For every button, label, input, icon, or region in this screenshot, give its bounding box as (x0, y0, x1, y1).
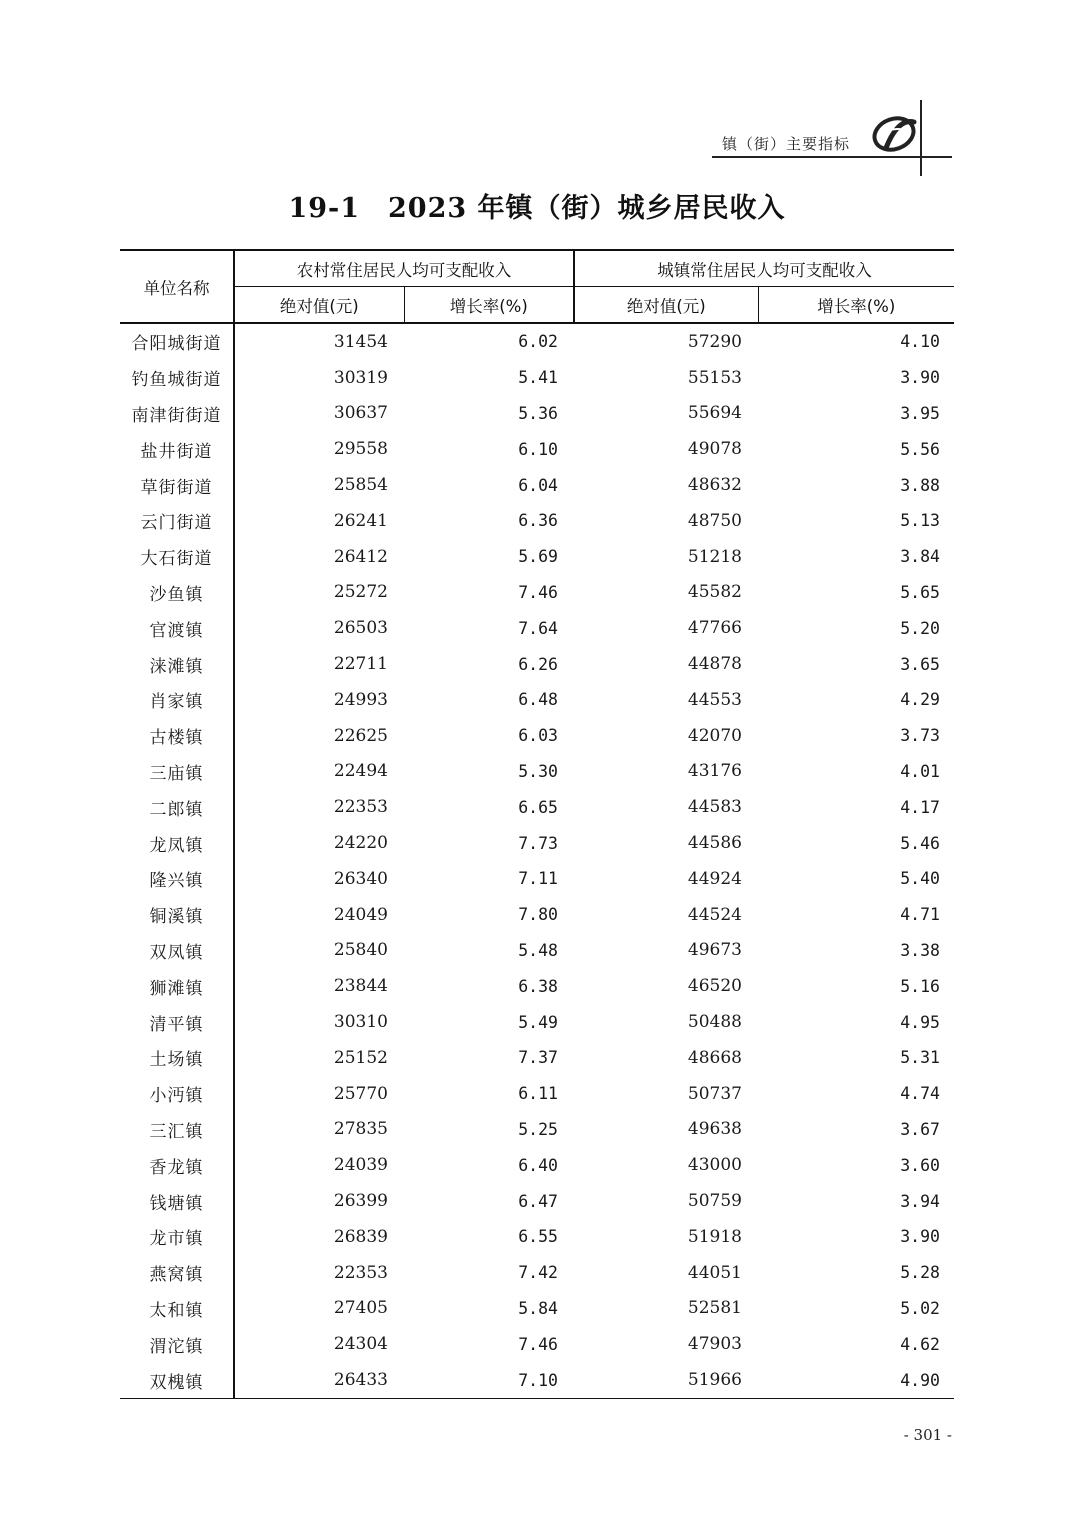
urban-absolute-cell: 55153 (687, 367, 742, 388)
table-header-row-2 (120, 287, 954, 324)
table-row (120, 467, 954, 503)
rural-absolute-cell: 26399 (333, 1191, 388, 1212)
unit-name-cell: 龙凤镇 (120, 825, 234, 861)
rural-absolute-cell: 26241 (333, 510, 388, 531)
urban-absolute-cell: 44586 (687, 833, 742, 854)
rural-growth-cell: 6.47 (518, 1191, 558, 1211)
urban-growth-cell: 3.84 (900, 547, 940, 567)
urban-absolute-cell: 50737 (687, 1083, 742, 1104)
unit-name-cell: 云门街道 (120, 503, 234, 539)
rural-growth-cell: 7.80 (518, 905, 558, 925)
urban-absolute-cell: 44553 (687, 689, 742, 710)
table-row (120, 1076, 954, 1112)
table-row (120, 1147, 954, 1183)
running-header-text: 镇（街）主要指标 (722, 135, 851, 153)
table-header-row-1 (120, 250, 954, 287)
urban-growth-cell: 4.90 (758, 1362, 954, 1398)
rural-growth-cell: 7.46 (518, 582, 558, 602)
urban-absolute-cell: 51218 (687, 546, 742, 567)
urban-growth-cell: 3.38 (900, 940, 940, 960)
page-number: - 301 - (903, 1426, 952, 1444)
urban-absolute-cell: 49638 (687, 1119, 742, 1140)
rural-absolute-cell: 22494 (333, 761, 388, 782)
urban-growth-cell: 4.01 (900, 761, 940, 781)
rural-absolute-cell: 25840 (333, 940, 388, 961)
unit-name-cell: 南津街街道 (120, 396, 234, 432)
table-row (120, 575, 954, 611)
rural-absolute-cell: 24039 (333, 1155, 388, 1176)
table-row (120, 646, 954, 682)
table-row (120, 718, 954, 754)
unit-name-cell: 二郎镇 (120, 789, 234, 825)
rural-growth-cell: 5.48 (518, 940, 558, 960)
urban-absolute-cell: 47766 (687, 618, 742, 639)
rural-absolute-cell: 23844 (333, 976, 388, 997)
urban-absolute-cell: 45582 (687, 582, 742, 603)
unit-name-cell: 古楼镇 (120, 718, 234, 754)
urban-growth-cell: 5.40 (900, 869, 940, 889)
urban-absolute-cell: 44878 (687, 654, 742, 675)
rural-absolute-cell: 29558 (333, 439, 388, 460)
rural-growth-cell: 6.48 (518, 690, 558, 710)
rural-absolute-cell: 24993 (333, 689, 388, 710)
urban-absolute-cell: 47903 (687, 1334, 742, 1355)
unit-name-cell: 官渡镇 (120, 610, 234, 646)
unit-name-cell: 土场镇 (120, 1040, 234, 1076)
rural-growth-cell: 6.03 (518, 726, 558, 746)
urban-absolute-cell: 51966 (574, 1362, 758, 1398)
rural-growth-cell: 5.84 (518, 1298, 558, 1318)
rural-absolute-cell: 26839 (333, 1226, 388, 1247)
unit-name-cell: 涞滩镇 (120, 646, 234, 682)
table-row (120, 897, 954, 933)
rural-growth-cell: 6.11 (518, 1084, 558, 1104)
rural-absolute-cell: 25152 (333, 1047, 388, 1068)
unit-name-cell: 草街街道 (120, 467, 234, 503)
rural-absolute-cell: 26412 (333, 546, 388, 567)
rural-growth-cell: 6.55 (518, 1227, 558, 1247)
rural-growth-cell: 7.42 (518, 1263, 558, 1283)
rural-growth-cell: 7.46 (518, 1334, 558, 1354)
unit-name-cell: 太和镇 (120, 1291, 234, 1327)
urban-growth-cell: 4.71 (900, 905, 940, 925)
table-row (120, 539, 954, 575)
rural-growth-cell: 6.26 (518, 654, 558, 674)
rural-absolute-cell: 25854 (333, 475, 388, 496)
urban-growth-cell: 4.10 (900, 332, 940, 352)
rural-growth-cell: 6.38 (518, 976, 558, 996)
urban-absolute-cell: 51918 (687, 1226, 742, 1247)
rural-growth-cell: 6.10 (518, 439, 558, 459)
income-table (120, 249, 954, 1399)
urban-absolute-cell: 49078 (687, 439, 742, 460)
urban-growth-header: 增长率(%) (758, 287, 954, 324)
urban-growth-cell: 3.65 (900, 654, 940, 674)
unit-name-cell: 隆兴镇 (120, 861, 234, 897)
urban-growth-cell: 4.29 (900, 690, 940, 710)
table-row (120, 789, 954, 825)
urban-growth-cell: 3.88 (900, 475, 940, 495)
urban-growth-cell: 4.95 (900, 1012, 940, 1032)
rural-absolute-cell: 27835 (333, 1119, 388, 1140)
urban-growth-cell: 5.20 (900, 618, 940, 638)
urban-growth-cell: 5.31 (900, 1048, 940, 1068)
urban-growth-cell: 3.67 (900, 1119, 940, 1139)
table-row (120, 1112, 954, 1148)
rural-growth-cell: 6.02 (518, 332, 558, 352)
rural-absolute-header: 绝对值(元) (234, 287, 404, 324)
rural-growth-cell: 5.69 (518, 547, 558, 567)
urban-growth-cell: 4.74 (900, 1084, 940, 1104)
urban-absolute-cell: 48668 (687, 1047, 742, 1068)
urban-absolute-cell: 57290 (687, 331, 742, 352)
table-row (120, 1004, 954, 1040)
rural-absolute-cell: 22353 (333, 1262, 388, 1283)
rural-growth-cell: 7.73 (518, 833, 558, 853)
unit-name-cell: 燕窝镇 (120, 1255, 234, 1291)
rural-absolute-cell: 26503 (333, 618, 388, 639)
urban-absolute-header: 绝对值(元) (574, 287, 758, 324)
unit-name-cell: 肖家镇 (120, 682, 234, 718)
table-row (120, 360, 954, 396)
unit-name-cell: 渭沱镇 (120, 1326, 234, 1362)
urban-absolute-cell: 43000 (687, 1155, 742, 1176)
table-row (120, 861, 954, 897)
urban-absolute-cell: 42070 (687, 725, 742, 746)
rural-absolute-cell: 25272 (333, 582, 388, 603)
rural-absolute-cell: 30319 (333, 367, 388, 388)
rural-absolute-cell: 24304 (333, 1334, 388, 1355)
urban-absolute-cell: 55694 (687, 403, 742, 424)
urban-absolute-cell: 44524 (687, 904, 742, 925)
rural-growth-cell: 5.25 (518, 1119, 558, 1139)
unit-name-cell: 狮滩镇 (120, 968, 234, 1004)
rural-absolute-cell: 26433 (234, 1362, 404, 1398)
urban-income-group-header: 城镇常住居民人均可支配收入 (574, 250, 954, 287)
rural-absolute-cell: 31454 (333, 331, 388, 352)
table-row (120, 1040, 954, 1076)
rural-growth-cell: 6.40 (518, 1155, 558, 1175)
unit-name-cell: 大石街道 (120, 539, 234, 575)
table-row (120, 610, 954, 646)
unit-name-cell: 三庙镇 (120, 754, 234, 790)
urban-absolute-cell: 43176 (687, 761, 742, 782)
urban-absolute-cell: 50488 (687, 1012, 742, 1033)
unit-name-header: 单位名称 (120, 250, 234, 323)
urban-growth-cell: 3.60 (900, 1155, 940, 1175)
rural-growth-header: 增长率(%) (404, 287, 574, 324)
unit-name-cell: 香龙镇 (120, 1147, 234, 1183)
urban-growth-cell: 4.17 (900, 797, 940, 817)
unit-name-cell: 钓鱼城街道 (120, 360, 234, 396)
table-row (120, 933, 954, 969)
rural-absolute-cell: 25770 (333, 1083, 388, 1104)
rural-absolute-cell: 30310 (333, 1012, 388, 1033)
unit-name-cell: 三汇镇 (120, 1112, 234, 1148)
table-row (120, 431, 954, 467)
table-row (120, 323, 954, 360)
urban-growth-cell: 3.90 (900, 1227, 940, 1247)
rural-absolute-cell: 30637 (333, 403, 388, 424)
table-row (120, 1362, 954, 1398)
rural-growth-cell: 7.64 (518, 618, 558, 638)
urban-growth-cell: 5.65 (900, 582, 940, 602)
rural-absolute-cell: 22353 (333, 797, 388, 818)
unit-name-cell: 清平镇 (120, 1004, 234, 1040)
unit-name-cell: 双凤镇 (120, 933, 234, 969)
urban-absolute-cell: 48632 (687, 475, 742, 496)
urban-absolute-cell: 46520 (687, 976, 742, 997)
urban-absolute-cell: 44924 (687, 868, 742, 889)
unit-name-cell: 铜溪镇 (120, 897, 234, 933)
unit-name-cell: 龙市镇 (120, 1219, 234, 1255)
table-row (120, 503, 954, 539)
section-emblem-icon (868, 112, 924, 156)
urban-absolute-cell: 48750 (687, 510, 742, 531)
urban-growth-cell: 5.02 (900, 1298, 940, 1318)
urban-growth-cell: 3.73 (900, 726, 940, 746)
unit-name-cell: 双槐镇 (120, 1362, 234, 1398)
unit-name-cell: 小沔镇 (120, 1076, 234, 1112)
urban-growth-cell: 4.62 (900, 1334, 940, 1354)
urban-absolute-cell: 49673 (687, 940, 742, 961)
urban-absolute-cell: 50759 (687, 1191, 742, 1212)
table-row (120, 754, 954, 790)
urban-growth-cell: 5.56 (900, 439, 940, 459)
table-row (120, 682, 954, 718)
rural-absolute-cell: 22625 (333, 725, 388, 746)
running-header-rule (712, 156, 952, 158)
table-row (120, 1326, 954, 1362)
rural-absolute-cell: 26340 (333, 868, 388, 889)
rural-growth-cell: 5.41 (518, 368, 558, 388)
rural-growth-cell: 6.65 (518, 797, 558, 817)
urban-growth-cell: 3.95 (900, 403, 940, 423)
rural-growth-cell: 5.49 (518, 1012, 558, 1032)
urban-absolute-cell: 44051 (687, 1262, 742, 1283)
table-row (120, 396, 954, 432)
urban-growth-cell: 5.13 (900, 511, 940, 531)
rural-growth-cell: 5.36 (518, 403, 558, 423)
urban-growth-cell: 5.46 (900, 833, 940, 853)
rural-growth-cell: 7.11 (518, 869, 558, 889)
table-row (120, 825, 954, 861)
table-body (120, 323, 954, 1398)
table-row (120, 1183, 954, 1219)
rural-growth-cell: 7.10 (404, 1362, 574, 1398)
urban-growth-cell: 5.28 (900, 1263, 940, 1283)
table-row (120, 1219, 954, 1255)
table-row (120, 968, 954, 1004)
unit-name-cell: 盐井街道 (120, 431, 234, 467)
urban-growth-cell: 3.90 (900, 368, 940, 388)
rural-absolute-cell: 22711 (333, 654, 388, 675)
unit-name-cell: 钱塘镇 (120, 1183, 234, 1219)
rural-income-group-header: 农村常住居民人均可支配收入 (234, 250, 574, 287)
rural-absolute-cell: 27405 (333, 1298, 388, 1319)
rural-absolute-cell: 24220 (333, 833, 388, 854)
urban-growth-cell: 5.16 (900, 976, 940, 996)
urban-absolute-cell: 44583 (687, 797, 742, 818)
running-header (712, 100, 956, 180)
page-title: 19-1 2023 年镇（街）城乡居民收入 (288, 193, 786, 224)
rural-growth-cell: 6.04 (518, 475, 558, 495)
table-row (120, 1255, 954, 1291)
rural-growth-cell: 6.36 (518, 511, 558, 531)
unit-name-cell: 合阳城街道 (120, 323, 234, 360)
urban-absolute-cell: 52581 (687, 1298, 742, 1319)
unit-name-cell: 沙鱼镇 (120, 575, 234, 611)
rural-growth-cell: 7.37 (518, 1048, 558, 1068)
table-row (120, 1291, 954, 1327)
rural-absolute-cell: 24049 (333, 904, 388, 925)
rural-growth-cell: 5.30 (518, 761, 558, 781)
urban-growth-cell: 3.94 (900, 1191, 940, 1211)
